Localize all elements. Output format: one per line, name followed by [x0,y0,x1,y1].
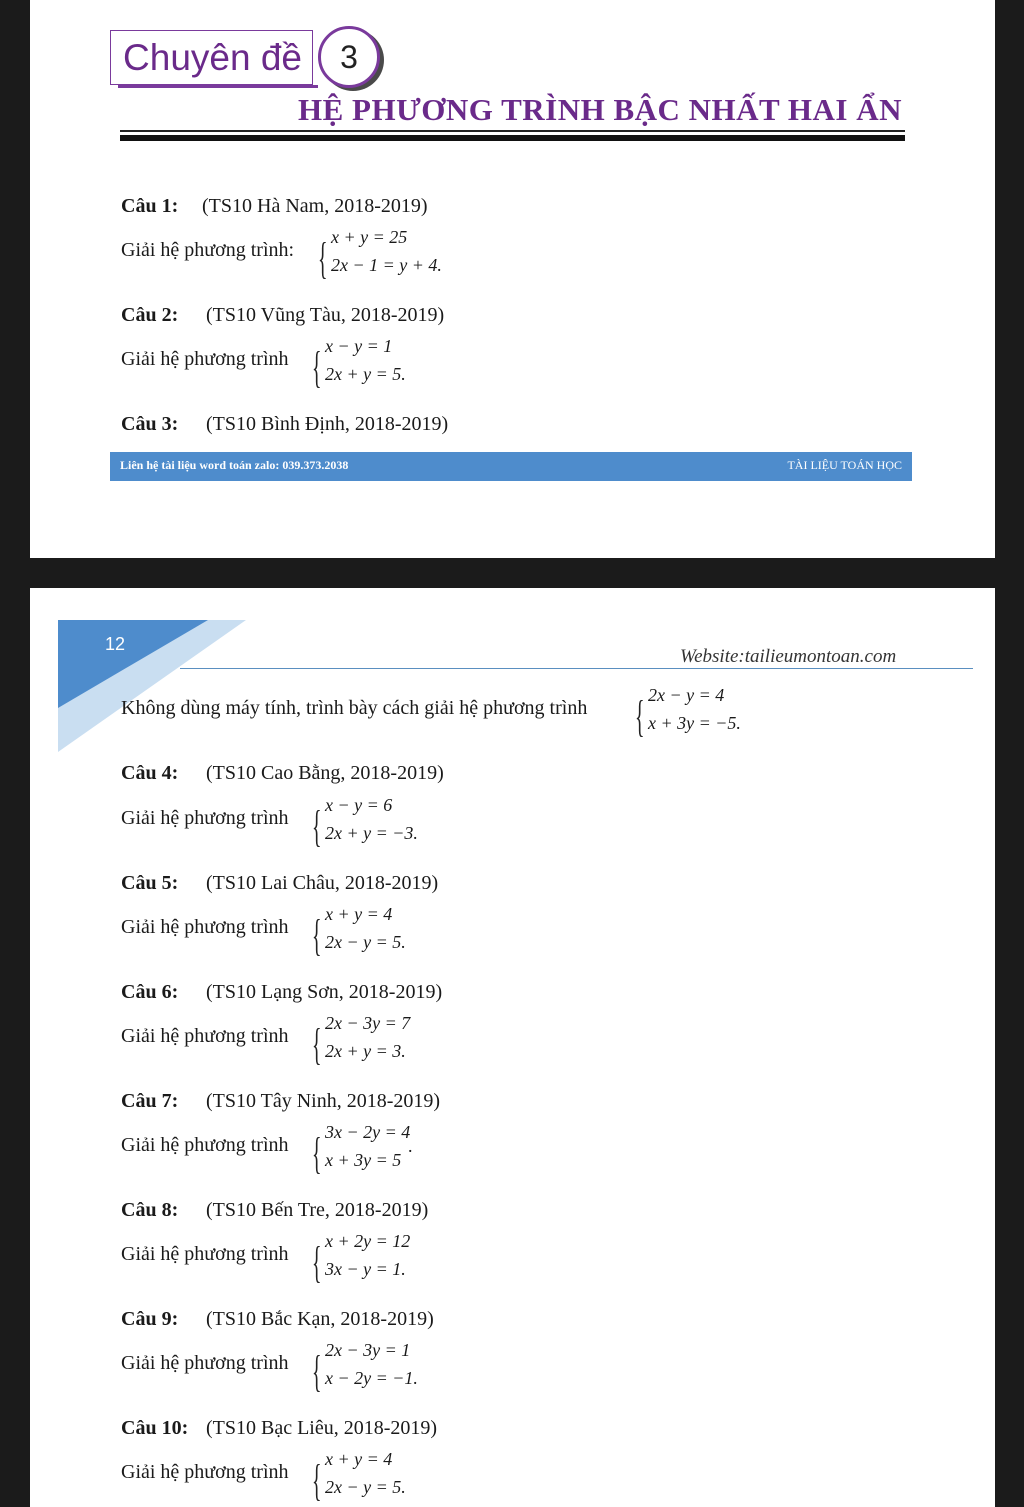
equation-suffix: . [408,1136,413,1156]
question-source: (TS10 Bạc Liêu, 2018-2019) [206,1417,438,1439]
title-rule-thick [120,135,905,141]
chapter-label-underline [118,85,318,88]
equation-2: 3x − y = 1. [325,1259,406,1279]
brace-icon: { [635,692,645,741]
question-heading [121,1090,441,1113]
page-corner-decoration [58,620,248,752]
question-prompt: Giải hệ phương trình [121,1352,289,1374]
equation-2: 2x − y = 5. [325,932,406,952]
question-prompt: Giải hệ phương trình [121,1134,289,1156]
question-label: Câu 5: [121,872,179,894]
question-source: (TS10 Lai Châu, 2018-2019) [206,872,439,894]
equation-2: x + 3y = −5. [648,713,741,733]
header-rule [180,668,973,669]
equation-1: 3x − 2y = 4 [325,1122,411,1142]
question-heading [121,195,428,218]
question-source: (TS10 Cao Bằng, 2018-2019) [206,762,444,784]
question-heading [121,762,444,785]
question-heading [121,304,445,327]
question-label: Câu 1: [121,195,179,217]
brace-icon: { [312,1456,322,1505]
question-prompt: Giải hệ phương trình: [121,239,295,261]
footer-bar [110,452,912,481]
question-label: Câu 9: [121,1308,179,1330]
footer-contact: Liên hệ tài liệu word toán zalo: 039.373.2038 [120,458,349,472]
equation-1: x + y = 4 [325,904,393,924]
question-prompt: Giải hệ phương trình [121,1461,289,1483]
brace-icon: { [318,234,328,283]
question-prompt: Giải hệ phương trình [121,348,289,370]
question-prompt: Giải hệ phương trình [121,807,289,829]
question-source: (TS10 Lạng Sơn, 2018-2019) [206,981,443,1003]
page-number: 12 [105,634,126,654]
equation-2: 2x + y = −3. [325,823,418,843]
document-page-2 [30,588,995,1507]
document-page-1 [30,0,995,558]
question-label: Câu 8: [121,1199,179,1221]
website-header: Website:tailieumontoan.com [680,646,897,667]
equation-2: x + 3y = 5 [325,1150,402,1170]
question-label: Câu 6: [121,981,179,1003]
question-prompt: Giải hệ phương trình [121,1025,289,1047]
chapter-number: 3 [318,26,380,88]
brace-icon: { [312,1347,322,1396]
question-label: Câu 7: [121,1090,179,1112]
equation-1: x − y = 6 [325,795,393,815]
question-prompt: Không dùng máy tính, trình bày cách giải hệ phương trình [121,697,588,719]
equation-1: x + 2y = 12 [325,1231,411,1251]
equation-1: x + y = 4 [325,1449,393,1469]
chapter-label-box [110,30,313,85]
equation-2: 2x + y = 5. [325,364,406,384]
equation-1: 2x − 3y = 1 [325,1340,411,1360]
brace-icon: { [312,1238,322,1287]
question-source: (TS10 Vũng Tàu, 2018-2019) [206,304,445,326]
question-heading [121,981,443,1004]
footer-brand: TÀI LIỆU TOÁN HỌC [787,458,902,472]
question-heading [121,1308,434,1331]
question-source: (TS10 Bắc Kạn, 2018-2019) [206,1308,434,1330]
equation-2: 2x + y = 3. [325,1041,406,1061]
brace-icon: { [312,1020,322,1069]
question-prompt: Giải hệ phương trình [121,916,289,938]
chapter-title: HỆ PHƯƠNG TRÌNH BẬC NHẤT HAI ẨN [298,92,902,127]
question-heading [121,413,449,436]
question-source: (TS10 Tây Ninh, 2018-2019) [206,1090,441,1112]
brace-icon: { [312,802,322,851]
equation-2: x − 2y = −1. [325,1368,418,1388]
question-label: Câu 4: [121,762,179,784]
question-heading [121,1199,429,1222]
equation-1: x + y = 25 [331,227,408,247]
question-heading [121,1417,438,1440]
question-heading [121,872,439,895]
brace-icon: { [312,1129,322,1178]
question-source: (TS10 Bến Tre, 2018-2019) [206,1199,429,1221]
question-source: (TS10 Hà Nam, 2018-2019) [202,195,428,217]
question-label: Câu 3: [121,413,179,435]
equation-2: 2x − y = 5. [325,1477,406,1497]
equation-1: 2x − 3y = 7 [325,1013,411,1033]
question-label: Câu 10: [121,1417,189,1439]
equation-1: x − y = 1 [325,336,393,356]
chapter-label: Chuyên đề [123,37,302,78]
question-label: Câu 2: [121,304,179,326]
question-source: (TS10 Bình Định, 2018-2019) [206,413,449,435]
equation-2: 2x − 1 = y + 4. [331,255,442,275]
equation-1: 2x − y = 4 [648,685,725,705]
question-prompt: Giải hệ phương trình [121,1243,289,1265]
brace-icon: { [312,911,322,960]
title-rule-thin [120,130,905,132]
brace-icon: { [312,343,322,392]
